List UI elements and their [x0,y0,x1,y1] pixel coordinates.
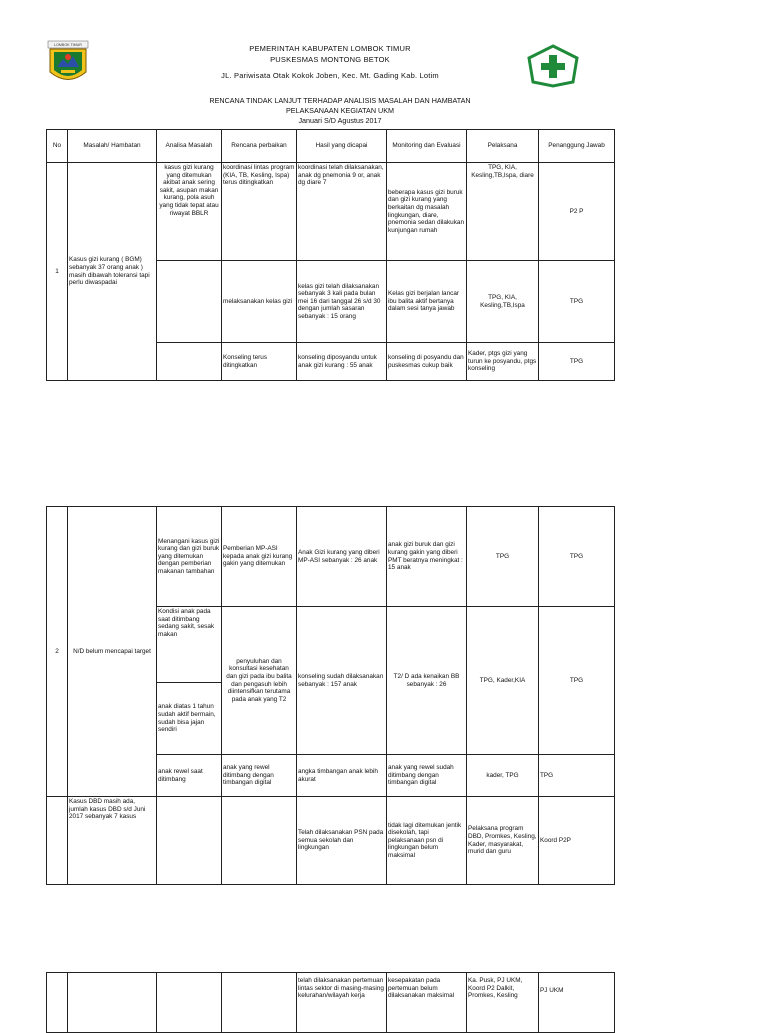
cell-penanggung: TPG [539,261,615,343]
section3-masalah: Kasus DBD masih ada, jumlah kasus DBD s/d Juni 2017 sebanyak 7 kasus [68,797,157,885]
cell-penanggung: TPG [539,607,615,755]
cell-penanggung: Koord P2P [539,797,615,885]
section2-masalah: N/D belum mencapai target [68,507,157,797]
cell-rencana: melaksanakan kelas gizi [222,261,297,343]
cell-penanggung: TPG [539,507,615,607]
cell-analisa: anak diatas 1 tahun sudah aktif bermain, sudah bisa jajan sendiri [157,683,222,755]
cell-analisa: kasus gizi kurang yang ditemukan akibat anak sering sakit, asupan makan kurang, pola asuh yang tidak tepat atau riwayat BBLR [157,163,222,261]
rtl-table-part2 [46,506,615,885]
cell-hasil: konseling diposyandu untuk anak gizi kurang : 55 anak [297,343,387,381]
header-pelaksana: Pelaksana [467,130,539,163]
cell-penanggung: PJ UKM [539,973,615,1033]
header-address: JL. Pariwisata Otak Kokok Joben, Kec. Mt. Gading Kab. Lotim [221,71,439,80]
cell-rencana: Pemberian MP-ASI kepada anak gizi kurang gakin yang ditemukan [222,507,297,607]
cell-hasil: konseling sudah dilaksanakan sebanyak : 157 anak [297,607,387,755]
cell-monitoring: konseling di posyandu dan puskesmas cukup baik [387,343,467,381]
cell-monitoring: T2/ D ada kenaikan BB sebanyak : 26 [387,607,467,755]
cell-monitoring: beberapa kasus gizi buruk dan gizi kurang yang berkaitan dg masalah lingkungan, diare, pnemonia sedan dilakukan kunjungan rumah [387,163,467,261]
section1-masalah: Kasus gizi kurang ( BGM) sebanyak 37 orang anak ) masih dibawah toleransi tapi perlu diwaspadai [68,163,157,381]
cell-rencana: penyuluhan dan konsultasi kesehatan dan gizi pada ibu balita dan pengasuh lebih diintensifkan terutama pada anak yang T2 [222,607,297,755]
logo-label: LOMBOK TIMUR [54,43,82,48]
section1-no: 1 [47,163,68,381]
cell-analisa [157,261,222,343]
cell-pelaksana: Pelaksana program DBD, Promkes, Kesling, Kader, masyarakat, murid dan guru [467,797,539,885]
cell-monitoring: anak gizi buruk dan gizi kurang gakin yang diberi PMT beratnya meningkat : 15 anak [387,507,467,607]
header-penanggung: Penanggung Jawab [539,130,615,163]
header-masalah: Masalah/ Hambatan [68,130,157,163]
cell-rencana: Konseling terus ditingkatkan [222,343,297,381]
cell-pelaksana: TPG, Kader,KIA [467,607,539,755]
title-line-2: PELAKSANAAN KEGIATAN UKM [286,106,394,115]
header-monitoring: Monitoring dan Evaluasi [387,130,467,163]
section2-no: 2 [47,507,68,797]
cell-analisa: Menangani kasus gizi kurang dan gizi buruk yang ditemukan dengan pemberian makanan tambahan [157,507,222,607]
header-gov: PEMERINTAH KABUPATEN LOMBOK TIMUR [249,44,411,53]
cell-hasil: angka timbangan anak lebih akurat [297,755,387,797]
cell-pelaksana: TPG, KIA, Kesling,TB,Ispa, diare [467,163,539,261]
cell-analisa [157,797,222,885]
cell-penanggung: P2 P [539,163,615,261]
cell-analisa [157,343,222,381]
cell-hasil: telah dilaksanakan pertemuan lintas sektor di masing-masing kelurahan/wilayah kerja [297,973,387,1033]
cell-analisa: Kondisi anak pada saat ditimbang sedang sakit, sesak makan [157,607,222,683]
cell-penanggung: TPG [539,755,615,797]
section3-no [47,797,68,885]
cell-hasil: Anak Gizi kurang yang diberi MP-ASI sebanyak : 26 anak [297,507,387,607]
header-no: No [47,130,68,163]
rtl-table-part1 [46,129,615,381]
cell-monitoring: tidak lagi ditemukan jentik disekolah, tapi pelaksanaan psn di lingkungan belum maksimal [387,797,467,885]
cell-pelaksana: TPG [467,507,539,607]
header-hasil: Hasil yang dicapai [297,130,387,163]
cell-pelaksana: kader, TPG [467,755,539,797]
cell-rencana: anak yang rewel ditimbang dengan timbangan digital [222,755,297,797]
cell-rencana: koordinasi lintas program (KIA, TB, Kesling, Ispa) terus ditingkatkan [222,163,297,261]
cell-hasil: koordinasi telah dilaksanakan, anak dg pnemonia 9 or, anak dg diare 7 [297,163,387,261]
cell-pelaksana: Ka. Pusk, PJ UKM, Koord P2 Dalkit, Promkes, Kesling [467,973,539,1033]
cell-penanggung: TPG [539,343,615,381]
cell-hasil: Telah dilaksanakan PSN pada semua sekolah dan lingkungan [297,797,387,885]
title-line-1: RENCANA TINDAK LANJUT TERHADAP ANALISIS MASALAH DAN HAMBATAN [209,96,471,105]
cell-monitoring: kesepakatan pada pertemuan belum dilaksanakan maksimal [387,973,467,1033]
title-line-3: Januari S/D Agustus 2017 [298,116,382,125]
header-analisa: Analisa Masalah [157,130,222,163]
cell-hasil: kelas gizi telah dilaksanakan sebanyak 3 kali pada bulan mei 16 dari tanggal 26 s/d 30 dengan jumlah sasaran sebanyak : 15 orang [297,261,387,343]
cell-rencana [222,797,297,885]
cell-pelaksana: TPG, KIA, Kesling,TB,Ispa [467,261,539,343]
header-org: PUSKESMAS MONTONG BETOK [270,55,390,64]
lombok-timur-logo [47,40,89,88]
cell-analisa: anak rewel saat ditimbang [157,755,222,797]
header-rencana: Rencana perbaikan [222,130,297,163]
cell-monitoring: anak yang rewel sudah ditimbang dengan timbangan digital [387,755,467,797]
cell-pelaksana: Kader, ptgs gizi yang turun ke posyandu, ptgs konseling [467,343,539,381]
cell-monitoring: Kelas gizi berjalan lancar ibu balita aktif bertanya dalam sesi tanya jawab [387,261,467,343]
puskesmas-logo [527,44,579,88]
